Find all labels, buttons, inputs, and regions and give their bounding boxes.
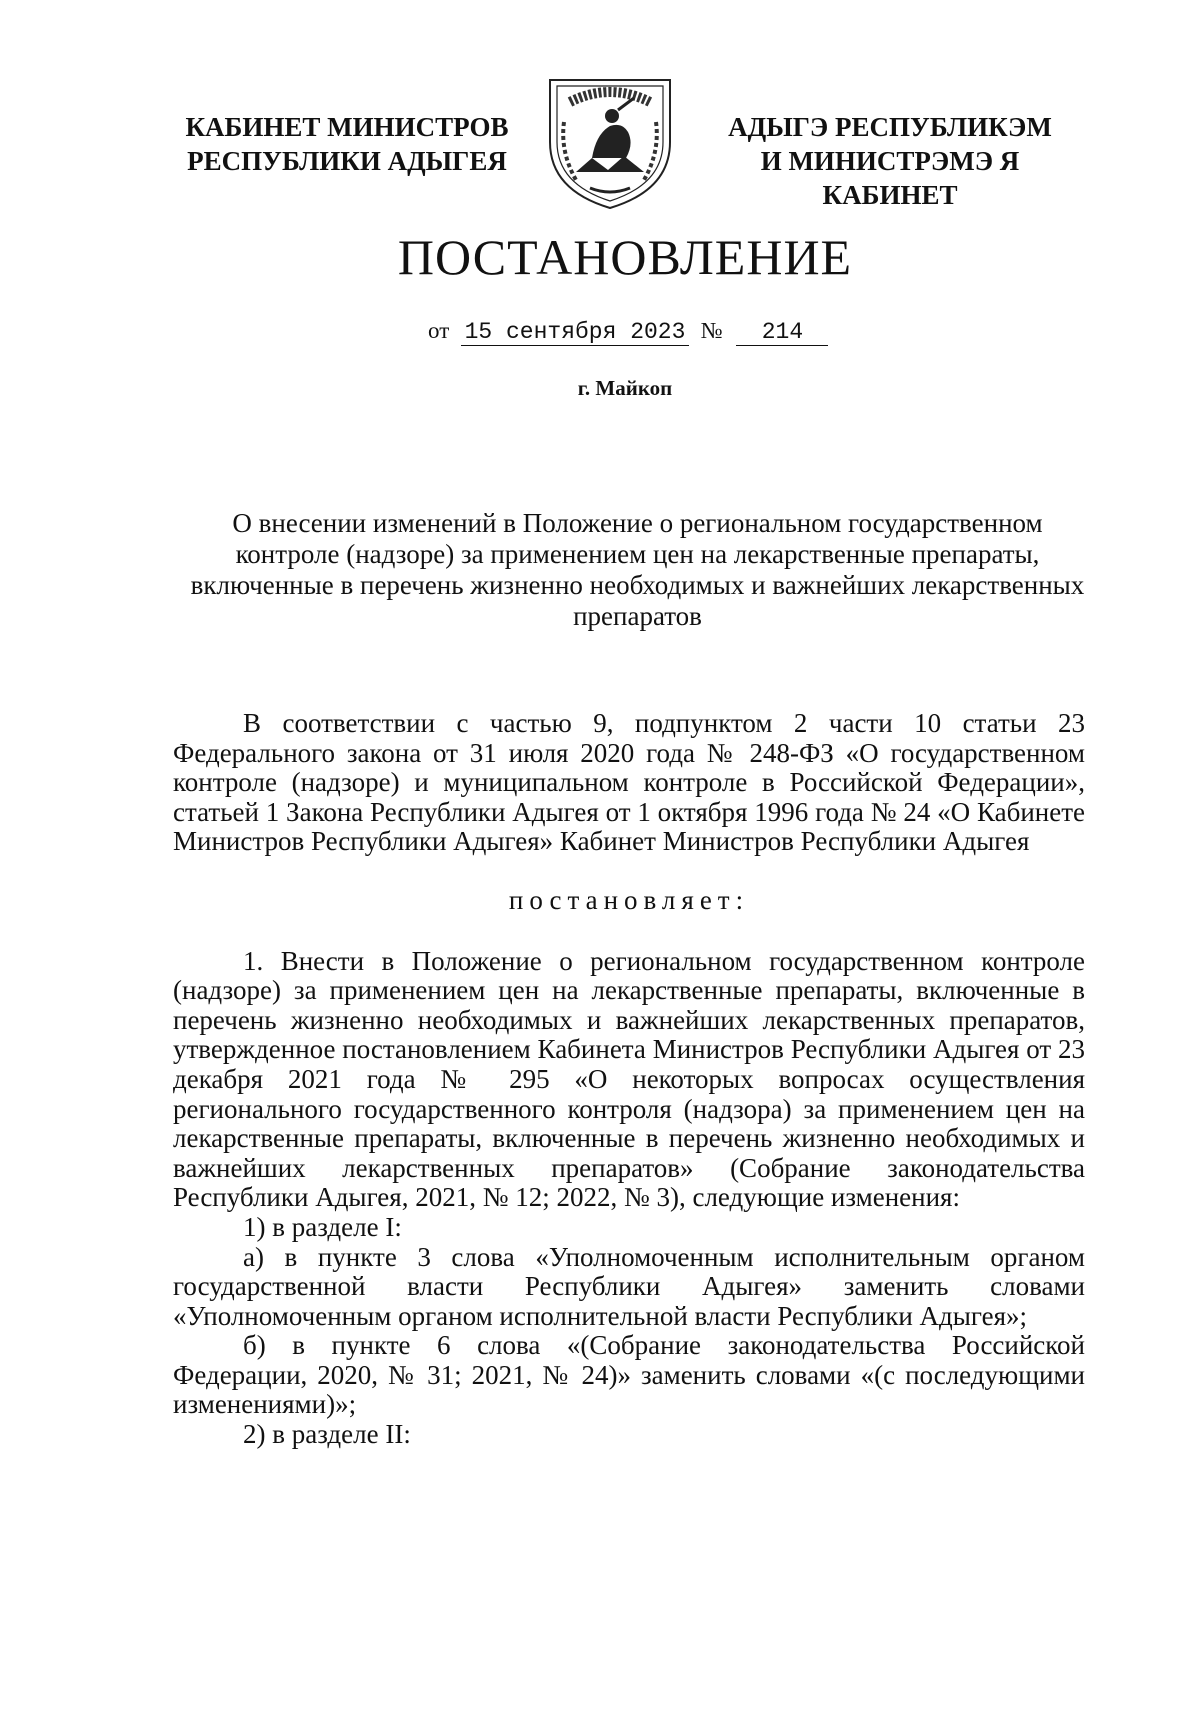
issuer-name-adyghe-line1: АДЫГЭ РЕСПУБЛИКЭМ (728, 112, 1052, 142)
item-paragraph: 2) в разделе II: (243, 1419, 411, 1450)
number-sign: № (700, 318, 723, 343)
item-paragraph: 1) в разделе I: (243, 1211, 402, 1242)
issuer-name-adyghe-line2: И МИНИСТРЭМЭ Я КАБИНЕТ (760, 146, 1020, 210)
item-paragraph: а) в пункте 3 слова «Уполномоченным исполнительным органом государственной власти Республики Адыгея» заменить словами «Уполномоченным органом исполнительной власти Республики Адыгея»; (173, 1241, 1085, 1331)
document-subject: О внесении изменений в Положение о региональном государственном контроле (надзоре) за применением цен на лекарственные препараты, включенные в перечень жизненно необходимых и важнейших лекарственных препаратов (190, 508, 1085, 631)
document-date: 15 сентября 2023 (461, 319, 689, 346)
document-title: ПОСТАНОВЛЕНИЕ (397, 229, 853, 285)
document-body (173, 709, 1085, 1450)
document-number: 214 (736, 319, 828, 346)
coat-of-arms-of-adygea-icon (530, 62, 690, 212)
item-paragraph: 1. Внести в Положение о региональном государственном контроле (надзоре) за применением цен на лекарственные препараты, включенные в перечень жизненно необходимых и важнейших лекарственных препаратов, утвержденное постановлением Кабинета Министров Республики Адыгея от 23 декабря 2021 года № 295 «О некоторых вопросах осуществления регионального государственного контроля (надзора) за применением цен на лекарственные препараты, включенные в перечень жизненно необходимых и важнейших лекарственных препаратов» (Собрание законодательства Республики Адыгея, 2021, № 12; 2022, № 3), следующие изменения: (173, 945, 1085, 1213)
city: г. Майкоп (577, 376, 673, 400)
issuer-name-russian-line1: КАБИНЕТ МИНИСТРОВ (185, 112, 509, 142)
date-and-number-line (428, 318, 828, 346)
issuer-name-russian-line2: РЕСПУБЛИКИ АДЫГЕЯ (187, 146, 507, 176)
issuer-name-russian (182, 110, 512, 178)
issuer-name-adyghe (690, 110, 1090, 212)
preamble: В соответствии с частью 9, подпунктом 2 части 10 статьи 23 Федерального закона от 31 июля 2020 года № 248-ФЗ «О государственном контроле (надзоре) и муниципальном контроле в Российской Федерации», статьей 1 Закона Республики Адыгея от 1 октября 1996 года № 24 «О Кабинете Министров Республики Адыгея» Кабинет Министров Республики Адыгея (173, 708, 1085, 857)
date-prefix: от (428, 318, 450, 343)
item-paragraph: б) в пункте 6 слова «(Собрание законодательства Российской Федерации, 2020, № 31; 2021, № 24)» заменить словами «(с последующими изменениями)»; (173, 1330, 1085, 1420)
resolves-line: постановляет: (508, 884, 750, 915)
